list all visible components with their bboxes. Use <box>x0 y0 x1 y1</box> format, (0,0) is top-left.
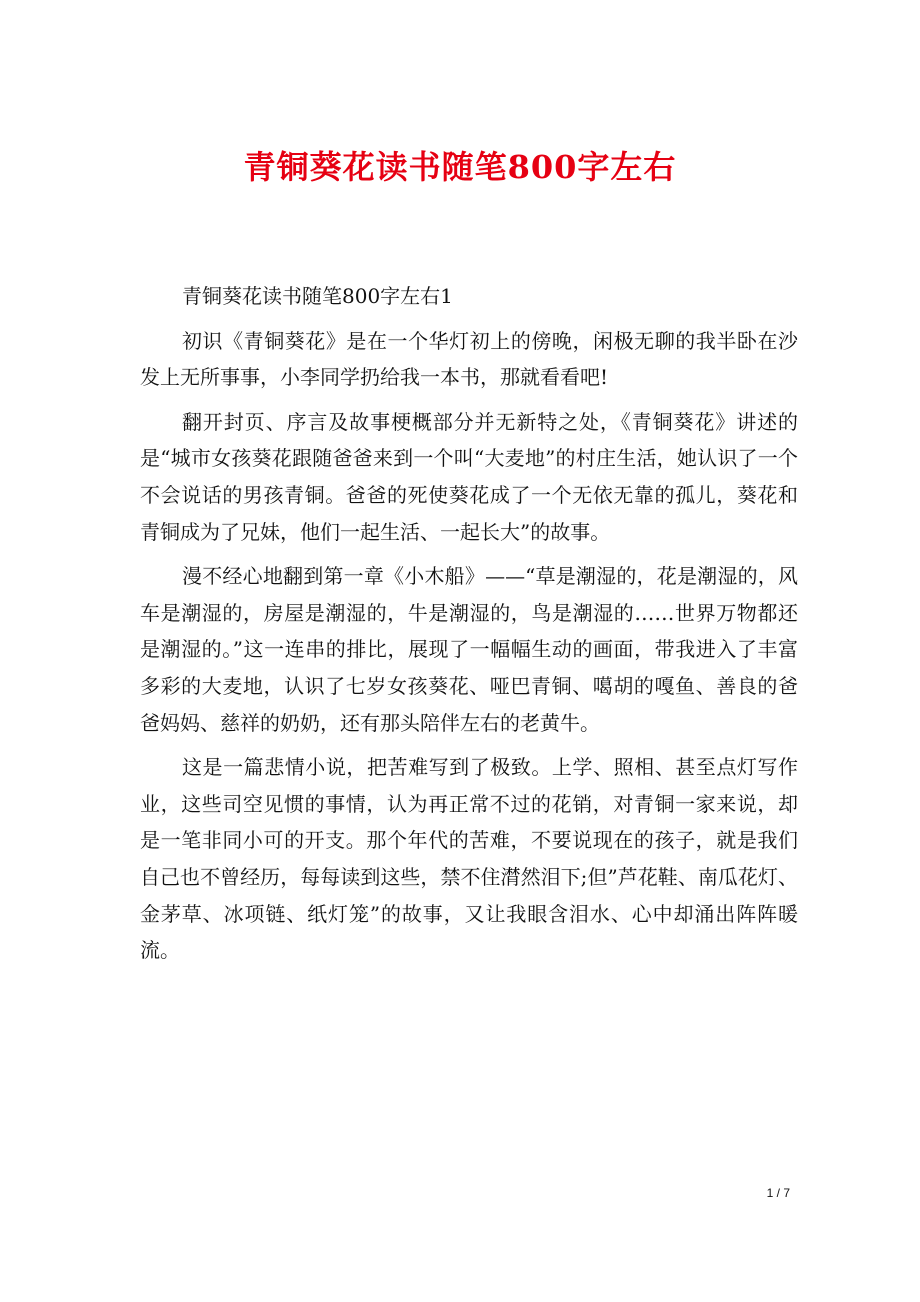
section-heading: 青铜葵花读书随笔800字左右1 <box>182 284 453 308</box>
paragraph-2: 翻开封页、序言及故事梗概部分并无新特之处，《青铜葵花》讲述的是“城市女孩葵花跟随爸爸来到一个叫“大麦地”的村庄生活，她认识了一个不会说话的男孩青铜。爸爸的死使葵花成了一个无依无靠的孤儿，葵花和青铜成为了兄妹，他们一起生活、一起长大”的故事。 <box>140 409 798 544</box>
paragraph-1: 初识《青铜葵花》是在一个华灯初上的傍晚，闲极无聊的我半卧在沙发上无所事事，小李同学扔给我一本书，那就看看吧! <box>140 328 798 390</box>
paragraph-3: 漫不经心地翻到第一章《小木船》——“草是潮湿的，花是潮湿的，风车是潮湿的，房屋是潮湿的，牛是潮湿的，鸟是潮湿的……世界万物都还是潮湿的。”这一连串的排比，展现了一幅幅生动的画面，带我进入了丰富多彩的大麦地，认识了七岁女孩葵花、哑巴青铜、噶胡的嘎鱼、善良的爸爸妈妈、慈祥的奶奶，还有那头陪伴左右的老黄牛。 <box>140 564 798 735</box>
paragraph-gap <box>140 550 798 558</box>
document-title: 青铜葵花读书随笔800字左右 <box>243 148 677 186</box>
page-number: 1 / 7 <box>766 1186 790 1200</box>
paragraph-gap <box>140 315 798 323</box>
paragraph-gap <box>140 396 798 404</box>
document-body <box>140 278 798 969</box>
paragraph-4: 这是一篇悲情小说，把苦难写到了极致。上学、照相、甚至点灯写作业，这些司空见惯的事情，认为再正常不过的花销，对青铜一家来说，却是一笔非同小可的开支。那个年代的苦难，不要说现在的孩子，就是我们自己也不曾经历，每每读到这些，禁不住潸然泪下;但”芦花鞋、南瓜花灯、金茅草、冰项链、纸灯笼”的故事，又让我眼含泪水、心中却涌出阵阵暖流。 <box>140 755 798 963</box>
paragraph-gap <box>140 741 798 749</box>
